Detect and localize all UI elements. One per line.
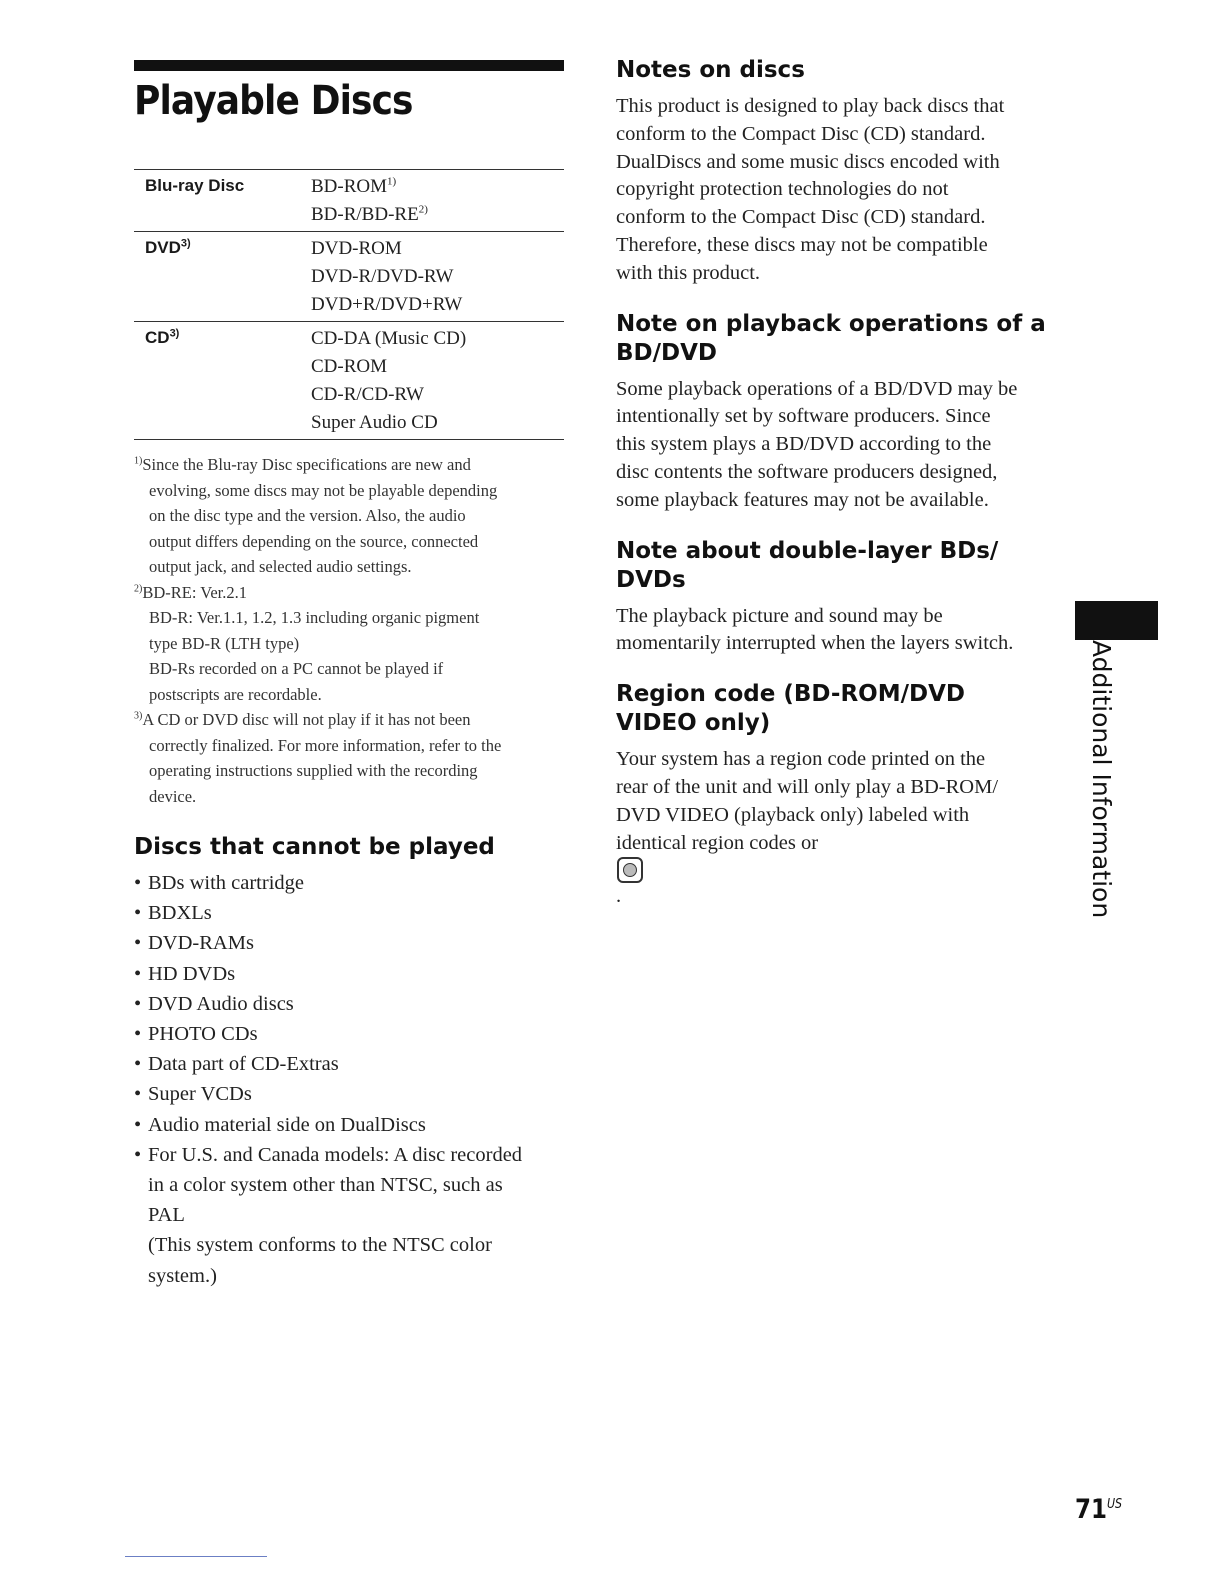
footnote-line [134, 758, 564, 784]
section-heading [616, 56, 1056, 85]
disc-table-row [134, 232, 564, 322]
disc-format-text: CD-DA (Music CD) [311, 328, 467, 349]
footnote-text: output differs depending on the source, connected [149, 531, 479, 551]
section-heading-line: Note about double-layer BDs/ [616, 537, 999, 564]
disc-format [311, 173, 564, 201]
disc-table [134, 169, 564, 440]
list-item: PAL [148, 1204, 185, 1227]
list-item: • BDs with cartridge [134, 868, 564, 898]
body-line-text: DVD VIDEO (playback only) labeled with [616, 803, 970, 826]
list-item: system.) [148, 1264, 217, 1287]
body-line-text: conform to the Compact Disc (CD) standard. [616, 206, 986, 229]
footnote-mark: 3) [134, 710, 143, 722]
disc-format [311, 235, 564, 263]
body-line [616, 746, 1056, 774]
footnote-line [134, 656, 564, 682]
footnote-text: evolving, some discs may not be playable depending [149, 480, 498, 500]
body-line [616, 376, 1056, 404]
body-line [616, 431, 1056, 459]
page-title: Playable Discs [134, 78, 413, 124]
body-line-text: disc contents the software producers designed, [616, 460, 998, 483]
section-heading-line: BD/DVD [616, 339, 718, 366]
body-line [616, 830, 1056, 912]
disc-category-cell [134, 170, 311, 232]
body-line-text: The playback picture and sound may be [616, 604, 943, 627]
footnote-text: type BD-R (LTH type) [149, 633, 300, 653]
disc-format [311, 263, 564, 291]
body-line [616, 630, 1056, 658]
info-section [616, 537, 1056, 659]
footnote-text: on the disc type and the version. Also, the audio [149, 506, 466, 525]
footnote-text: BD-R: Ver.1.1, 1.2, 1.3 including organic pigment [149, 608, 480, 627]
body-trailing: . [616, 885, 622, 908]
footnote-mark: 1) [134, 455, 143, 467]
body-line-text: copyright protection technologies do not [616, 178, 949, 201]
body-line-text: with this product. [616, 261, 761, 284]
footnote-line [134, 707, 564, 733]
footnote-text: Since the Blu-ray Disc specifications are new and [142, 455, 471, 474]
footnote-text: postscripts are recordable. [149, 684, 322, 704]
footnote-line [134, 554, 564, 580]
disc-format-text: DVD-R/DVD-RW [311, 266, 454, 287]
footnotes [134, 452, 564, 809]
body-line [616, 487, 1056, 515]
body-line-text: Some playback operations of a BD/DVD may be [616, 377, 1018, 400]
footnote-line [134, 631, 564, 657]
footnote-text: operating instructions supplied with the recording [149, 761, 478, 780]
bottom-rule [125, 1556, 267, 1557]
section-heading [616, 310, 1056, 368]
footnote-ref: 3) [169, 327, 180, 340]
list-item: • Audio material side on DualDiscs [134, 1110, 564, 1140]
list-item: • DVD-RAMs [134, 928, 564, 958]
body-line [616, 403, 1056, 431]
footnote-ref: 1) [387, 175, 397, 188]
body-line-text: Your system has a region code printed on the [616, 748, 986, 771]
disc-format-text: DVD-ROM [311, 238, 402, 259]
footnote-ref: 2) [418, 203, 428, 216]
list-item: in a color system other than NTSC, such as [148, 1174, 503, 1197]
disc-format-text: Super Audio CD [311, 412, 438, 433]
disc-format [311, 325, 564, 353]
list-item: • HD DVDs [134, 959, 564, 989]
footnote-text: A CD or DVD disc will not play if it has not been [142, 710, 471, 729]
list-item: • For U.S. and Canada models: A disc recorded [134, 1140, 564, 1170]
section-heading-line: DVDs [616, 566, 686, 593]
info-section [616, 310, 1056, 515]
body-line [616, 121, 1056, 149]
body-line-text: conform to the Compact Disc (CD) standard. [616, 122, 986, 145]
list-item: • PHOTO CDs [134, 1019, 564, 1049]
disc-format [311, 201, 564, 229]
footnote-mark: 2) [134, 583, 143, 594]
body-line [616, 774, 1056, 802]
info-section [616, 680, 1056, 911]
body-line [616, 149, 1056, 177]
body-line [616, 204, 1056, 232]
disc-category-cell [134, 232, 311, 322]
disc-category-cell [134, 322, 311, 440]
body-line-text: identical region codes or [616, 831, 819, 854]
section-tab-marker [1075, 601, 1158, 640]
footnote-line [134, 784, 564, 810]
body-line-text: this system plays a BD/DVD according to the [616, 433, 992, 456]
footnote-text: correctly finalized. For more information, refer to the [149, 735, 502, 755]
footnote-line [134, 580, 564, 606]
section-heading-line: Notes on discs [616, 57, 805, 83]
footnote [134, 580, 564, 708]
body-line [616, 93, 1056, 121]
body-line [616, 802, 1056, 830]
right-column [616, 56, 1056, 911]
footnote-text: device. [149, 786, 197, 806]
section-body [616, 376, 1056, 515]
footnote-line [134, 529, 564, 555]
footnote-line [134, 503, 564, 529]
body-line-text: Therefore, these discs may not be compatible [616, 233, 988, 256]
footnote-line [134, 452, 564, 478]
region-all-icon [617, 857, 643, 883]
disc-formats-cell [311, 170, 564, 232]
disc-format-text: CD-R/CD-RW [311, 384, 424, 405]
info-section [616, 56, 1056, 288]
body-line [616, 603, 1056, 631]
section-heading [616, 537, 1056, 595]
footnote-text: BD-Rs recorded on a PC cannot be played if [149, 659, 444, 678]
page-number: $71^{US}$ [1075, 1494, 1123, 1525]
body-line-text: momentarily interrupted when the layers switch. [616, 632, 1014, 655]
disc-category: Blu-ray Disc [145, 176, 245, 195]
section-heading-line: VIDEO only) [616, 710, 771, 737]
footnote-text: output jack, and selected audio settings. [149, 557, 412, 576]
body-line-text: intentionally set by software producers. Since [616, 405, 991, 428]
list-item: • BDXLs [134, 898, 564, 928]
footnote [134, 452, 564, 580]
footnote-line [134, 682, 564, 708]
footnote-ref: 3) [180, 237, 191, 250]
cannot-play-list [134, 868, 564, 1291]
footnote-text: BD-RE: Ver.2.1 [142, 582, 247, 602]
footnote-line [134, 605, 564, 631]
list-item: • Data part of CD-Extras [134, 1049, 564, 1079]
section-heading: Discs that cannot be played [134, 834, 495, 860]
list-item: (This system conforms to the NTSC color [148, 1234, 492, 1257]
section-body [616, 603, 1056, 659]
disc-format-text: CD-ROM [311, 356, 388, 377]
section-heading-line: Region code (BD-ROM/DVD [616, 681, 965, 708]
disc-format [311, 381, 564, 409]
body-line [616, 176, 1056, 204]
section-heading [616, 680, 1056, 738]
body-line-text: some playback features may not be available. [616, 488, 989, 511]
body-line [616, 260, 1056, 288]
section-body [616, 746, 1056, 911]
disc-table-row [134, 170, 564, 232]
section-body [616, 93, 1056, 288]
disc-formats-cell [311, 322, 564, 440]
section-heading-line: Note on playback operations of a [616, 310, 1046, 337]
footnote [134, 707, 564, 809]
disc-format-text: BD-R/BD-RE [311, 204, 419, 225]
body-line-text: This product is designed to play back discs that [616, 95, 1005, 117]
body-line-text: rear of the unit and will only play a BD-ROM/ [616, 775, 999, 798]
disc-category: DVD [145, 238, 181, 257]
left-column [134, 60, 564, 1291]
list-item: • DVD Audio discs [134, 989, 564, 1019]
footnote-line [134, 733, 564, 759]
title-rule [134, 60, 564, 71]
body-line-text: DualDiscs and some music discs encoded with [616, 150, 1000, 173]
disc-format-text: BD-ROM [311, 176, 388, 197]
disc-formats-cell [311, 232, 564, 322]
body-line [616, 459, 1056, 487]
disc-format [311, 409, 564, 437]
disc-format [311, 291, 564, 319]
disc-format [311, 353, 564, 381]
disc-format-text: DVD+R/DVD+RW [311, 294, 463, 315]
cannot-play-section [134, 833, 564, 1291]
disc-table-row [134, 322, 564, 440]
list-item: • Super VCDs [134, 1079, 564, 1109]
disc-category: CD [145, 328, 170, 347]
body-line [616, 232, 1056, 260]
footnote-line [134, 478, 564, 504]
